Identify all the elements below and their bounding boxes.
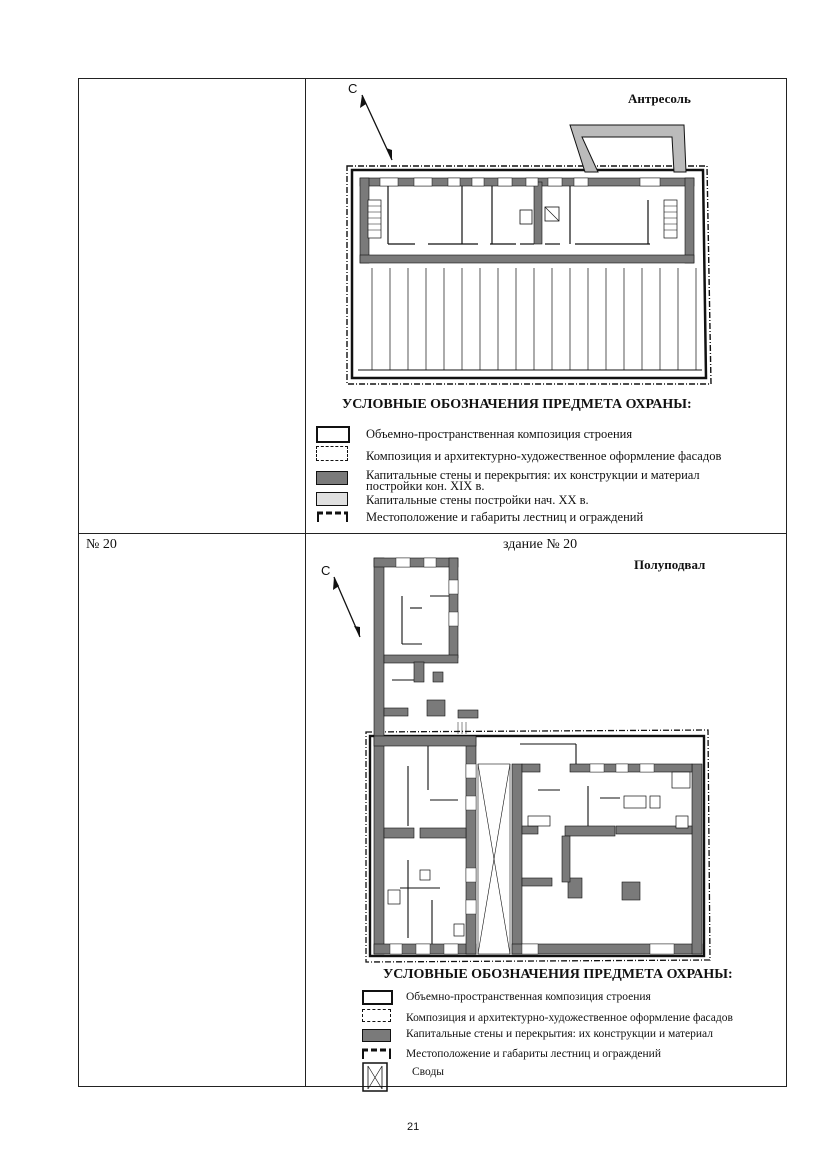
plan-title-polupodval: Полуподвал xyxy=(634,557,706,572)
legend-symbol-dash-dot xyxy=(362,1009,391,1022)
legend-symbol-dashed-bracket xyxy=(361,1047,393,1061)
building-title: здание № 20 xyxy=(503,537,578,552)
legend-text: Объемно-пространственная композиция строения xyxy=(406,991,651,1003)
legend-text: Своды xyxy=(412,1066,445,1078)
legend-text-continued: постройки кон. XIX в. xyxy=(366,479,485,493)
legend-text: Местоположение и габариты лестниц и ограждений xyxy=(366,510,644,524)
legend-symbol-solid-outline xyxy=(362,990,393,1005)
legend-text: Капитальные стены и перекрытия: их конструкции и материал xyxy=(406,1028,713,1040)
plan-title-antresol: Антресоль xyxy=(628,91,691,106)
north-label: С xyxy=(321,563,331,578)
legend-title: УСЛОВНЫЕ ОБОЗНАЧЕНИЯ ПРЕДМЕТА ОХРАНЫ: xyxy=(342,397,692,412)
legend-symbol-dark-fill xyxy=(362,1029,391,1042)
north-label: С xyxy=(348,81,358,96)
legend-text: Капитальные стены постройки нач. XX в. xyxy=(366,493,589,507)
row2-left-cell: № 20 xyxy=(86,537,117,552)
legend-symbol-vault xyxy=(362,1062,390,1094)
legend-text: Объемно-пространственная композиция строения xyxy=(366,427,633,441)
page-number: 21 xyxy=(407,1121,420,1133)
legend-text: Местоположение и габариты лестниц и ограждений xyxy=(406,1048,661,1060)
legend-title: УСЛОВНЫЕ ОБОЗНАЧЕНИЯ ПРЕДМЕТА ОХРАНЫ: xyxy=(383,967,733,982)
legend-text: Композиция и архитектурно-художественное оформление фасадов xyxy=(406,1012,733,1024)
legend-text: Композиция и архитектурно-художественное оформление фасадов xyxy=(366,449,722,463)
legend-text: Капитальные стены и перекрытия: их конструкции и материал xyxy=(366,468,700,482)
